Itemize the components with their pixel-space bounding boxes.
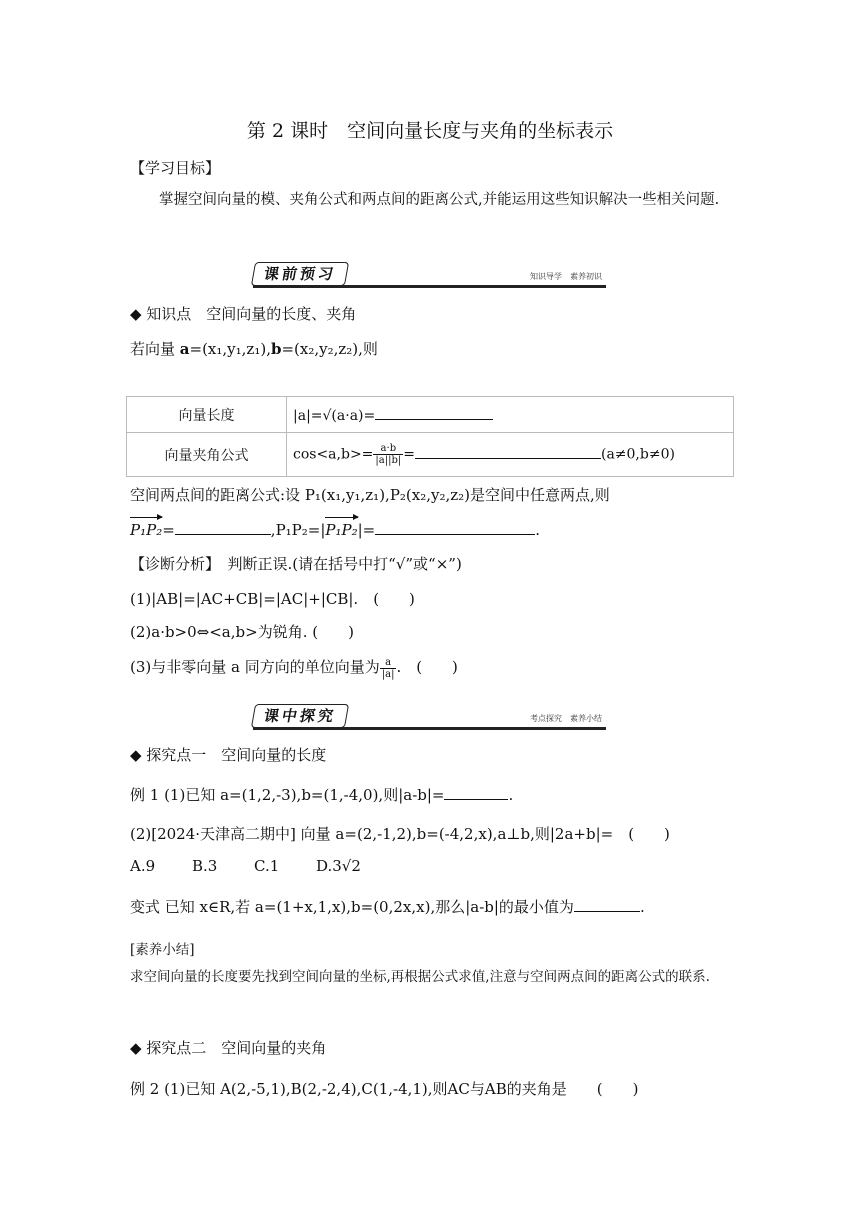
distance-mid: ,P₁P₂=| xyxy=(270,521,326,539)
variant-text: 变式 已知 x∈R,若 a=(1+x,1,x),b=(0,2x,x),那么|a-b|的最小值为 xyxy=(130,898,574,916)
answer-blank xyxy=(175,520,271,535)
item3-suffix: . ( ) xyxy=(396,658,458,676)
goals-text: 掌握空间向量的模、夹角公式和两点间的距离公式,并能运用这些知识解决一些相关问题. xyxy=(159,192,720,208)
item3-prefix: (3)与非零向量 a 同方向的单位向量为 xyxy=(130,658,380,676)
banner-subtitle: 知识导学 素养初识 xyxy=(530,272,602,281)
angle-formula-suffix: (a≠0,b≠0) xyxy=(600,446,675,463)
banner-label: 课中探究 xyxy=(251,704,349,728)
vector-a: a xyxy=(179,340,190,358)
answer-blank xyxy=(375,405,493,420)
diagnosis-item-2: (2)a·b>0⇔<a,b>为锐角. ( ) xyxy=(130,623,354,641)
unit-vector-fraction: $\frac{a}{|a|}$ xyxy=(381,656,395,680)
angle-formula-prefix: cos<a,b>= xyxy=(293,446,374,463)
answer-blank xyxy=(444,785,508,800)
section-banner-preview xyxy=(253,262,606,288)
summary-text: 求空间向量的长度要先找到空间向量的坐标,再根据公式求值,注意与空间两点间的距离公式的联系. xyxy=(130,969,710,985)
vector-p1p2: P₁P₂ xyxy=(130,521,163,539)
vector-b: b xyxy=(270,340,282,358)
knowledge-point-title: ◆ 知识点 空间向量的长度、夹角 xyxy=(130,305,357,323)
option-b: B.3 xyxy=(192,857,218,875)
row-formula-angle: cos<a,b>= $\frac{a\cdot b}{|a||b|}$ = (a≠0,b≠0) xyxy=(287,433,734,477)
length-formula: |a|=√(a·a)= xyxy=(293,408,376,424)
goals-heading: 【学习目标】 xyxy=(130,159,221,177)
answer-blank xyxy=(415,444,601,459)
row-label-angle: 向量夹角公式 xyxy=(127,433,287,477)
distance-formula-line1: 空间两点间的距离公式:设 P₁(x₁,y₁,z₁),P₂(x₂,y₂,z₂)是空间中任意两点,则 xyxy=(130,486,610,504)
formula-table xyxy=(126,396,734,477)
banner-label: 课前预习 xyxy=(251,262,349,286)
row-formula-length xyxy=(287,397,734,433)
knowledge-point-intro xyxy=(130,338,378,359)
diagnosis-item-3 xyxy=(130,656,458,680)
example-text: 例 1 (1)已知 a=(1,2,-3),b=(1,-4,0),则|a-b|= xyxy=(130,786,445,804)
table-row xyxy=(127,397,734,433)
option-c: C.1 xyxy=(254,857,280,875)
example-1-1: 例 1 (1)已知 a=(1,2,-3),b=(1,-4,0),则|a-b|= . xyxy=(130,786,514,804)
options-row xyxy=(130,857,361,875)
answer-blank xyxy=(375,520,535,535)
intro-mid1: =(x₁,y₁,z₁), xyxy=(189,340,271,358)
variant-problem: 变式 已知 x∈R,若 a=(1+x,1,x),b=(0,2x,x),那么|a-b|的最小值为 . xyxy=(130,898,645,916)
example-1-2: (2)[2024·天津高二期中] 向量 a=(2,-1,2),b=(-4,2,x),a⊥b,则|2a+b|= ( ) xyxy=(130,825,670,843)
intro-mid2: =(x₂,y₂,z₂),则 xyxy=(281,340,378,358)
option-d: D.3√2 xyxy=(316,857,361,875)
diagnosis-item-1: (1)|AB|=|AC+CB|=|AC|+|CB|. ( ) xyxy=(130,590,415,608)
option-a: A.9 xyxy=(130,857,156,875)
angle-fraction: $\frac{a\cdot b}{|a||b|}$ xyxy=(375,443,402,466)
page-title: 第 2 课时 空间向量长度与夹角的坐标表示 xyxy=(246,120,614,142)
intro-prefix: 若向量 xyxy=(130,340,180,358)
diagnosis-instruction: 判断正误.(请在括号中打“√”或“×”) xyxy=(227,555,462,573)
row-label-length: 向量长度 xyxy=(127,397,287,433)
diagnosis-heading: 【诊断分析】 xyxy=(130,555,213,573)
distance-end: |= xyxy=(357,521,376,539)
table-row xyxy=(127,433,734,477)
banner-subtitle: 考点探究 素养小结 xyxy=(530,714,602,723)
explore2-title: ◆ 探究点二 空间向量的夹角 xyxy=(130,1039,327,1057)
answer-blank xyxy=(574,897,640,912)
example-2-1: 例 2 (1)已知 A(2,-5,1),B(2,-2,4),C(1,-4,1),则AC与AB的夹角是 ( ) xyxy=(130,1080,639,1098)
diagnosis-line xyxy=(130,553,462,574)
vector-p1p2: P₁P₂ xyxy=(325,521,358,539)
section-banner-explore xyxy=(253,704,606,730)
distance-formula-line2: P₁P₂= ,P₁P₂=|P₁P₂|= . xyxy=(130,521,541,539)
explore1-title: ◆ 探究点一 空间向量的长度 xyxy=(130,746,327,764)
summary-heading: [素养小结] xyxy=(130,942,195,958)
